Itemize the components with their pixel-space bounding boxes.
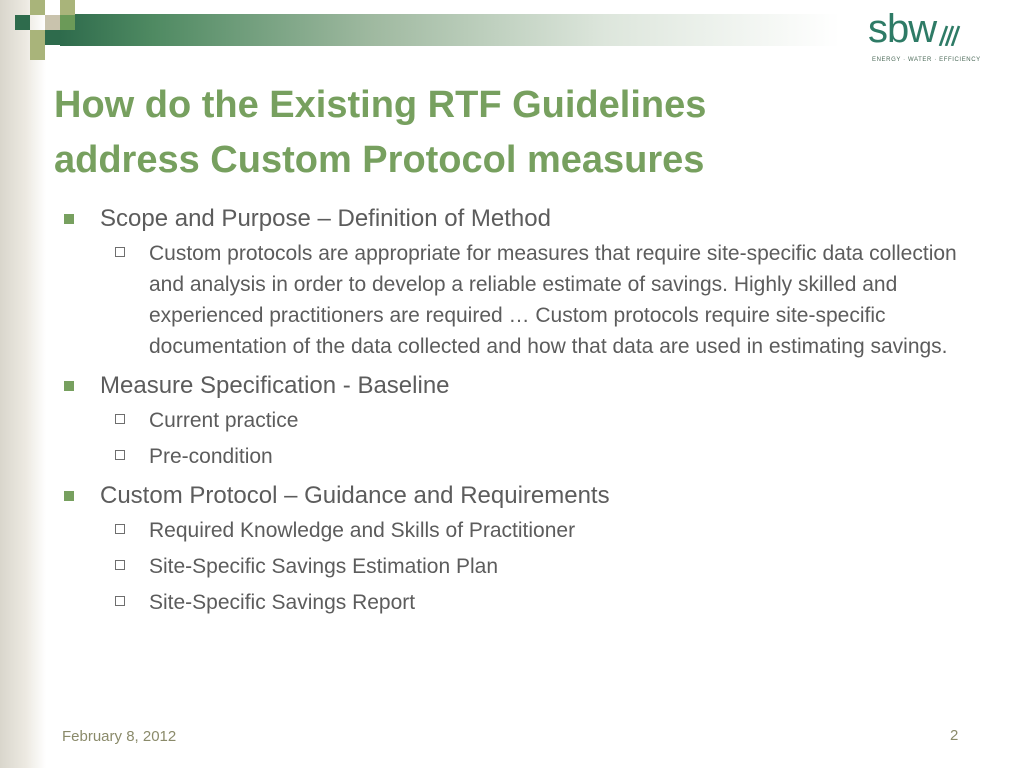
sub-bullet-text: Current practice <box>149 409 299 432</box>
slide-title-line-1: How do the Existing RTF Guidelines <box>54 84 707 126</box>
sub-bullet-item <box>104 405 960 436</box>
left-decorative-strip <box>0 0 46 768</box>
sbw-logo <box>868 7 981 68</box>
sub-bullet-text: Custom protocols are appropriate for measures that require site-specific data collection and analysis in order to develop a reliable estimate of savings. Highly skilled and experienced practitioners are required … Custom protocols require site-specific documentation of the data collected and how that data are used in estimating savings. <box>149 242 957 358</box>
hollow-square-bullet-icon <box>115 450 125 460</box>
sub-bullet-list <box>104 515 960 618</box>
hollow-square-bullet-icon <box>115 560 125 570</box>
slide-title-line-2: address Custom Protocol measures <box>54 139 705 181</box>
sub-bullet-item <box>104 515 960 546</box>
bullet-text: Scope and Purpose – Definition of Method <box>100 205 551 232</box>
square-bullet-icon <box>64 381 74 391</box>
sub-bullet-text: Required Knowledge and Skills of Practitioner <box>149 519 576 542</box>
bullet-text: Custom Protocol – Guidance and Requirements <box>100 482 610 509</box>
square-bullet-icon <box>64 491 74 501</box>
hollow-square-bullet-icon <box>115 524 125 534</box>
bullet-item <box>60 477 960 618</box>
square-bullet-icon <box>64 214 74 224</box>
footer-date: February 8, 2012 <box>62 728 177 745</box>
bullet-item <box>60 200 960 362</box>
hollow-square-bullet-icon <box>115 596 125 606</box>
sub-bullet-item <box>104 551 960 582</box>
hollow-square-bullet-icon <box>115 247 125 257</box>
sub-bullet-text: Site-Specific Savings Report <box>149 591 416 614</box>
sub-bullet-item <box>104 238 960 362</box>
slide-title <box>54 78 954 188</box>
page-number: 2 <box>950 727 959 744</box>
hollow-square-bullet-icon <box>115 414 125 424</box>
top-gradient-bar <box>60 14 840 46</box>
sub-bullet-item <box>104 441 960 472</box>
sub-bullet-item <box>104 587 960 618</box>
bullet-item <box>60 367 960 472</box>
bullet-text: Measure Specification - Baseline <box>100 372 450 399</box>
sub-bullet-list <box>104 238 960 362</box>
logo-tagline: ENERGY · WATER · EFFICIENCY <box>872 57 981 63</box>
logo-wordmark: sbw <box>868 7 937 51</box>
sub-bullet-list <box>104 405 960 472</box>
bullet-list <box>60 200 960 623</box>
logo-slashes-icon <box>937 24 963 46</box>
sub-bullet-text: Pre-condition <box>149 445 273 468</box>
sub-bullet-text: Site-Specific Savings Estimation Plan <box>149 555 498 578</box>
